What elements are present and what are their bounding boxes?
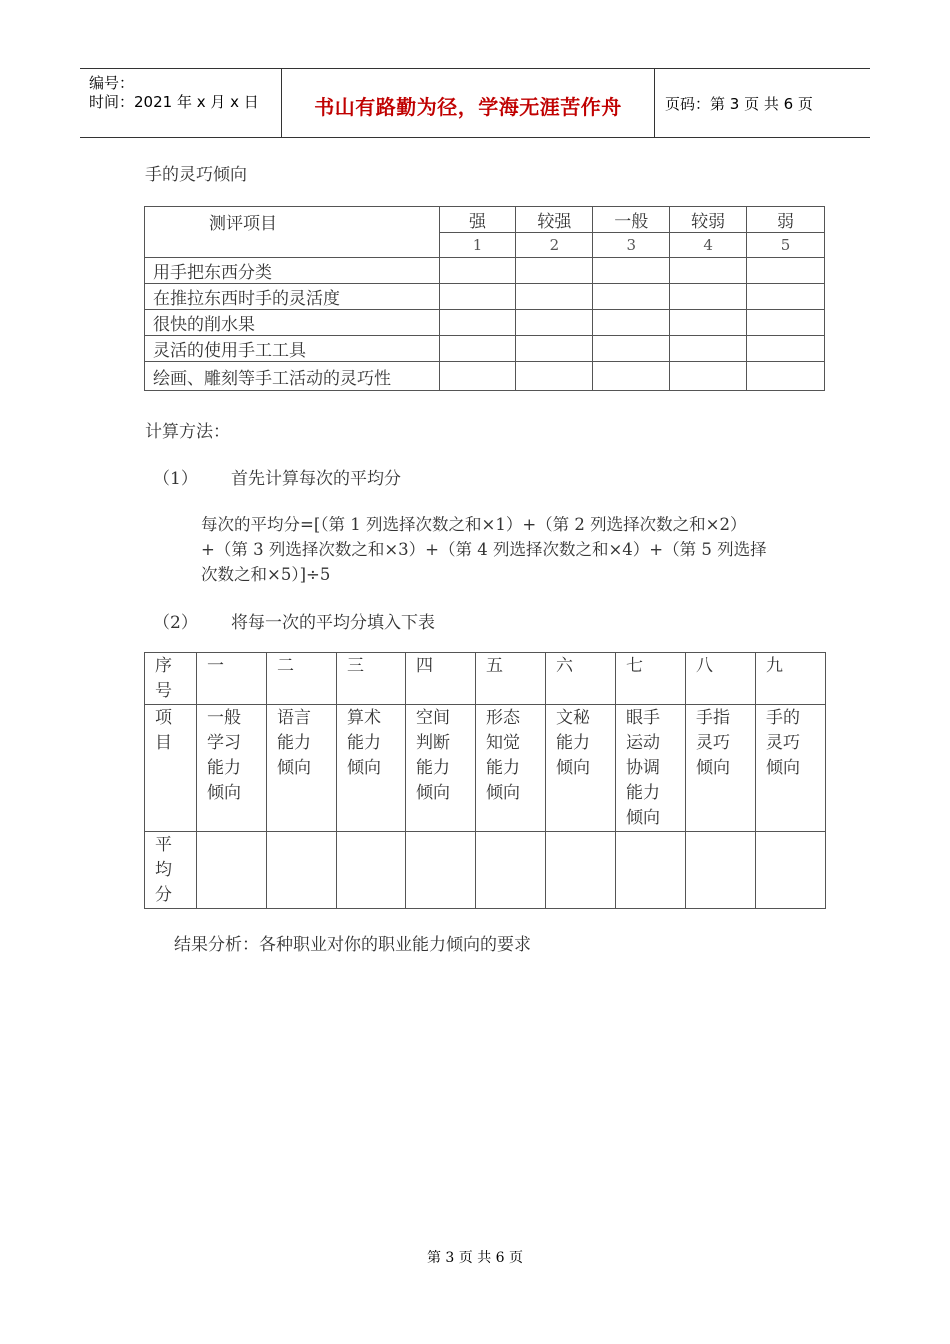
formula-line-2: +（第 3 列选择次数之和×3）+（第 4 列选择次数之和×4）+（第 5 列选择	[201, 540, 767, 559]
summary-number: 三	[337, 653, 406, 705]
summary-row-header: 序 号	[145, 653, 197, 705]
rating-cell	[593, 258, 670, 284]
rating-cell	[516, 310, 593, 336]
rating-level: 弱	[747, 207, 825, 233]
summary-number: 九	[756, 653, 826, 705]
summary-item: 形态 知觉 能力 倾向	[476, 705, 546, 832]
rating-cell	[439, 258, 516, 284]
formula-line-3: 次数之和×5）]÷5	[201, 565, 331, 584]
rating-level: 一般	[593, 207, 670, 233]
rating-cell	[439, 336, 516, 362]
rating-item-row	[145, 362, 825, 391]
rating-cell	[516, 336, 593, 362]
summary-average-cell	[337, 832, 406, 909]
method-title: 计算方法：	[145, 422, 230, 442]
document-number-label: 编号：	[89, 74, 135, 92]
rating-item-row	[145, 310, 825, 336]
summary-item: 文秘 能力 倾向	[546, 705, 616, 832]
rating-score: 1	[439, 233, 516, 258]
summary-item: 空间 判断 能力 倾向	[406, 705, 476, 832]
rating-score: 3	[593, 233, 670, 258]
rating-score: 2	[516, 233, 593, 258]
document-date-label: 时间：2021 年 x 月 x 日	[89, 93, 259, 111]
page-header	[80, 68, 870, 138]
summary-number: 四	[406, 653, 476, 705]
header-motto: 书山有路勤为径，学海无涯苦作舟	[314, 95, 622, 119]
rating-cell	[670, 310, 747, 336]
summary-item: 眼手 运动 协调 能力 倾向	[616, 705, 686, 832]
summary-number: 六	[546, 653, 616, 705]
step-1-text: 首先计算每次的平均分	[231, 469, 401, 489]
summary-item: 算术 能力 倾向	[337, 705, 406, 832]
summary-number: 五	[476, 653, 546, 705]
rating-cell	[593, 310, 670, 336]
section-title: 手的灵巧倾向	[145, 165, 247, 185]
summary-average-cell	[546, 832, 616, 909]
header-page-number: 页码：第 3 页 共 6 页	[665, 95, 813, 113]
rating-cell	[670, 336, 747, 362]
rating-cell	[516, 284, 593, 310]
rating-item-row	[145, 284, 825, 310]
rating-cell	[439, 362, 516, 391]
summary-average-cell	[406, 832, 476, 909]
summary-number-row	[145, 653, 826, 705]
rating-cell	[747, 362, 825, 391]
rating-item-label: 在推拉东西时手的灵活度	[145, 284, 440, 310]
summary-item: 手的 灵巧 倾向	[756, 705, 826, 832]
summary-number: 二	[267, 653, 337, 705]
summary-average-cell	[686, 832, 756, 909]
summary-table	[144, 652, 826, 909]
rating-item-label: 灵活的使用手工工具	[145, 336, 440, 362]
summary-number: 八	[686, 653, 756, 705]
summary-average-cell	[756, 832, 826, 909]
rating-cell	[439, 310, 516, 336]
rating-cell	[747, 284, 825, 310]
summary-item: 手指 灵巧 倾向	[686, 705, 756, 832]
rating-cell	[670, 284, 747, 310]
rating-cell	[670, 258, 747, 284]
page-footer: 第 3 页 共 6 页	[426, 1250, 524, 1266]
rating-cell	[439, 284, 516, 310]
rating-level: 强	[439, 207, 516, 233]
header-motto-cell	[282, 69, 655, 137]
summary-average-cell	[476, 832, 546, 909]
summary-item: 语言 能力 倾向	[267, 705, 337, 832]
result-analysis: 结果分析：各种职业对你的职业能力倾向的要求	[174, 935, 531, 955]
rating-item-header: 测评项目	[145, 207, 440, 258]
rating-item-label: 用手把东西分类	[145, 258, 440, 284]
rating-cell	[747, 336, 825, 362]
summary-item-row	[145, 705, 826, 832]
summary-average-cell	[267, 832, 337, 909]
rating-cell	[593, 336, 670, 362]
summary-number: 一	[197, 653, 267, 705]
rating-item-label: 绘画、雕刻等手工活动的灵巧性	[145, 362, 440, 391]
rating-item-row	[145, 258, 825, 284]
rating-cell	[747, 310, 825, 336]
rating-score: 4	[670, 233, 747, 258]
step-2-text: 将每一次的平均分填入下表	[231, 613, 435, 633]
header-page-cell	[655, 69, 870, 137]
rating-table	[144, 206, 825, 391]
step-2-number: （2）	[153, 613, 198, 633]
rating-cell	[593, 284, 670, 310]
summary-number: 七	[616, 653, 686, 705]
summary-average-cell	[616, 832, 686, 909]
rating-cell	[516, 362, 593, 391]
rating-level-row	[145, 207, 825, 233]
rating-cell	[593, 362, 670, 391]
rating-cell	[670, 362, 747, 391]
rating-cell	[747, 258, 825, 284]
summary-row-header: 项 目	[145, 705, 197, 832]
rating-cell	[516, 258, 593, 284]
summary-average-cell	[197, 832, 267, 909]
step-1-number: （1）	[153, 469, 198, 489]
header-info-cell	[80, 69, 282, 137]
rating-level: 较强	[516, 207, 593, 233]
rating-score: 5	[747, 233, 825, 258]
summary-average-row	[145, 832, 826, 909]
formula-line-1: 每次的平均分=[（第 1 列选择次数之和×1）+（第 2 列选择次数之和×2）	[201, 515, 747, 534]
rating-item-label: 很快的削水果	[145, 310, 440, 336]
summary-item: 一般 学习 能力 倾向	[197, 705, 267, 832]
rating-level: 较弱	[670, 207, 747, 233]
rating-item-row	[145, 336, 825, 362]
summary-row-header: 平 均 分	[145, 832, 197, 909]
